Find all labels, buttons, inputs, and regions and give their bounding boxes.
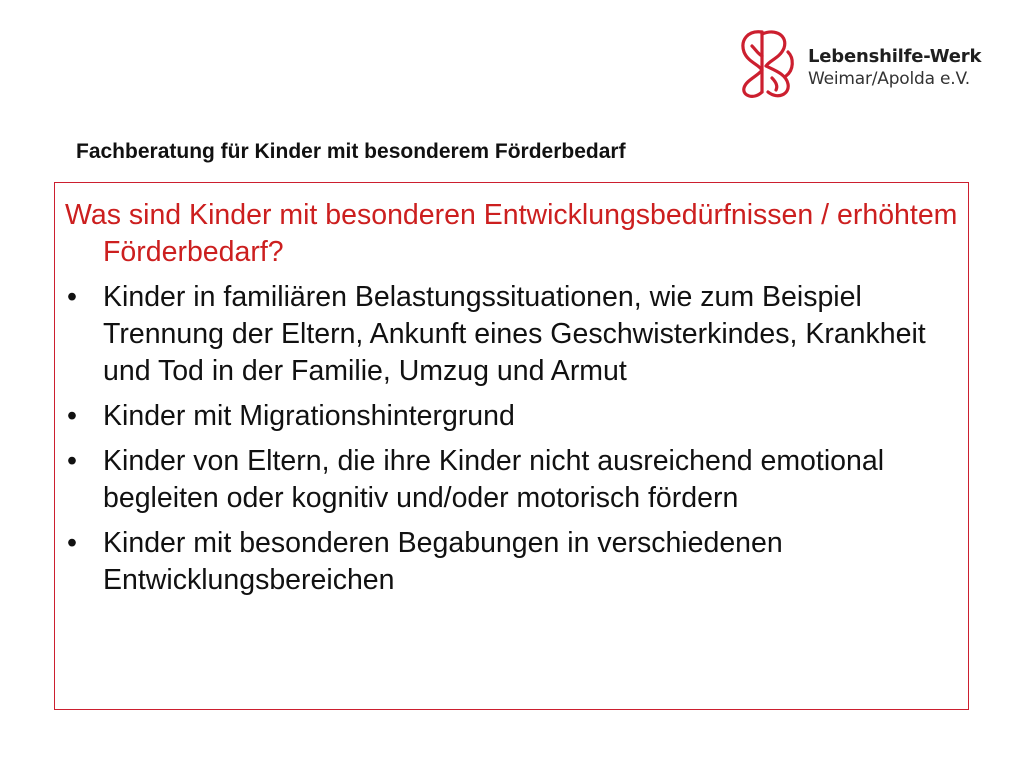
question-heading: Was sind Kinder mit besonderen Entwicklungsbedürfnissen / erhöhtem Förderbedarf?	[65, 199, 958, 268]
list-item-text: Kinder mit besonderen Begabungen in verschiedenen Entwicklungsbereichen	[103, 527, 783, 596]
list-item-text: Kinder mit Migrationshintergrund	[103, 400, 515, 432]
logo-text	[808, 46, 981, 90]
list-item-text: Kinder in familiären Belastungssituationen, wie zum Beispiel Trennung der Eltern, Ankunft eines Geschwisterkindes, Krankheit und Tod in der Familie, Umzug und Armut	[103, 281, 926, 387]
slide-content	[65, 197, 965, 607]
list-item	[65, 443, 965, 517]
logo	[726, 24, 996, 102]
bullet-icon: •	[67, 281, 77, 313]
bullet-icon: •	[67, 400, 77, 432]
slide-title: Fachberatung für Kinder mit besonderem Förderbedarf	[76, 140, 626, 163]
list-item-text: Kinder von Eltern, die ihre Kinder nicht ausreichend emotional begleiten oder kognitiv und/oder motorisch fördern	[103, 445, 885, 514]
content-box	[54, 182, 969, 710]
logo-location: Weimar/Apolda e.V.	[808, 69, 970, 89]
list-item	[65, 525, 965, 599]
logo-name: Lebenshilfe-Werk	[808, 46, 982, 67]
list-item	[65, 398, 965, 435]
list-item	[65, 279, 965, 390]
lebenshilfe-logo-icon	[732, 26, 808, 100]
bullet-icon: •	[67, 527, 77, 559]
bullet-list	[65, 279, 965, 599]
bullet-icon: •	[67, 445, 77, 477]
